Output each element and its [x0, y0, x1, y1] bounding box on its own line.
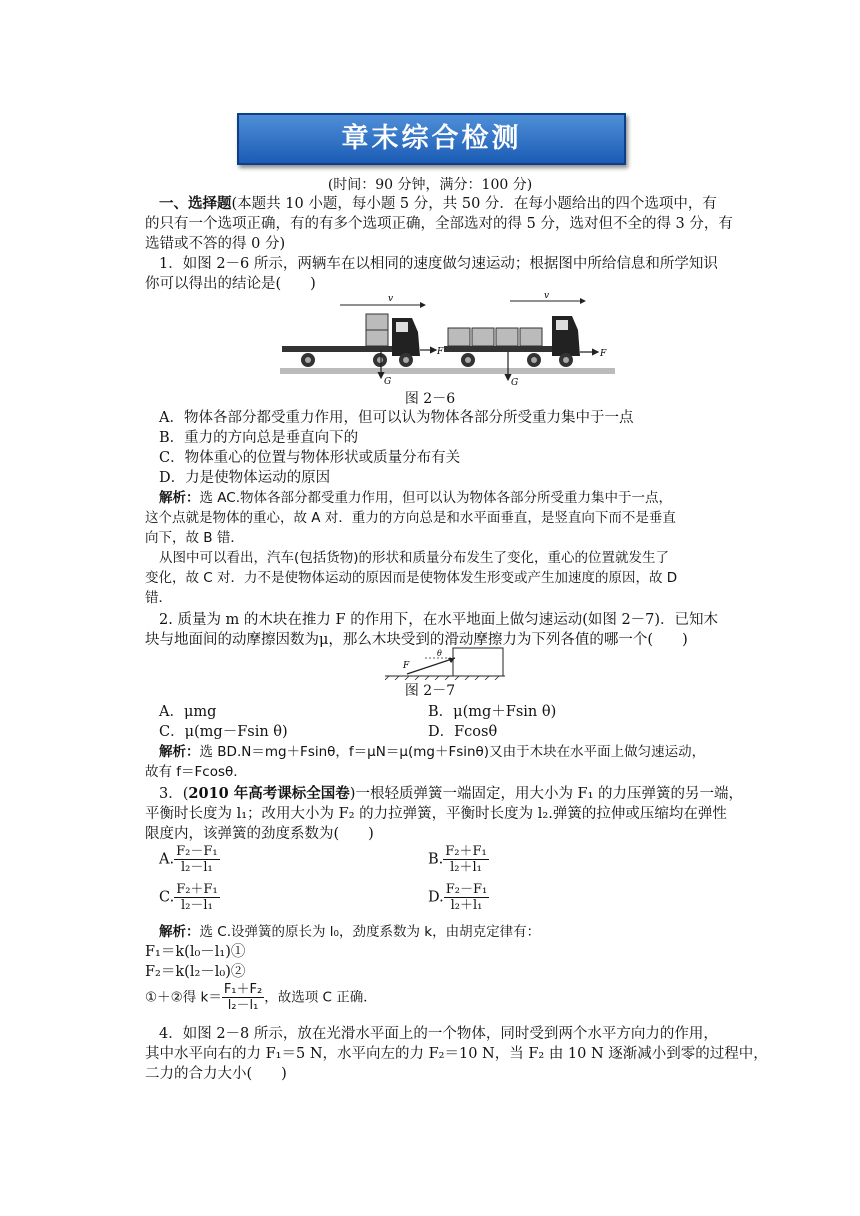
figure-2-6-caption: 图 2－6	[404, 391, 456, 407]
q4-stem-line-1: 4．如图 2－8 所示，放在光滑水平面上的一个物体，同时受到两个水平方向力的作用，	[159, 1026, 718, 1042]
q3-stem-line-1: 3．(2010 年高考课标全国卷)一根轻质弹簧一端固定，用大小为 F₁ 的力压弹簧的另一端，	[159, 785, 744, 802]
q3-stem-line-3: 限度内，该弹簧的劲度系数为( )	[145, 826, 374, 842]
q2-option-b: B．μ(mg＋Fsin θ)	[428, 704, 557, 720]
q1-solution-line-1: 解析：选 AC.物体各部分都受重力作用，但可以认为物体各部分所受重力集中于一点，	[159, 490, 673, 506]
section-intro-line-1: 一、选择题(本题共 10 小题，每小题 5 分，共 50 分．在每小题给出的四个选项中，有	[159, 195, 717, 212]
q1-option-c: C．物体重心的位置与物体形状或质量分布有关	[159, 450, 461, 466]
q3-option-a: A. $\frac{\text{F₂－F₁}}{\text{l₂－l₁}}$	[159, 844, 218, 875]
q1-stem-line-2: 你可以得出的结论是( )	[145, 276, 316, 292]
q1-solution-line-2: 这个点就是物体的重心，故 A 对．重力的方向总是和水平面垂直，是竖直向下而不是垂直	[145, 510, 676, 526]
q3-solution-sum: ①＋②得 k＝ $\frac{\text{F₁＋F₂}}{\text{l₂－l₁}}$ ，故选项 C 正确．	[145, 982, 377, 1013]
q2-option-d: D．Fcosθ	[428, 724, 498, 740]
q1-option-d: D．力是使物体运动的原因	[159, 470, 331, 486]
q4-stem-line-2: 其中水平向右的力 F₁＝5 N，水平向左的力 F₂＝10 N，当 F₂ 由 10 N 逐渐减小到零的过程中，	[145, 1046, 768, 1062]
q1-solution-line-6: 错．	[145, 590, 172, 606]
q3-solution-line-1: 解析：选 C.设弹簧的原长为 l₀，劲度系数为 k，由胡克定律有：	[159, 924, 541, 940]
block-figure	[385, 646, 505, 680]
q1-solution-line-3: 向下，故 B 错．	[145, 530, 244, 546]
fig1-G-label-2: G	[511, 378, 519, 388]
q1-stem-line-1: 1．如图 2－6 所示，两辆车在以相同的速度做匀速运动；根据图中所给信息和所学知识	[159, 256, 718, 272]
q2-option-a: A．μmg	[159, 704, 217, 720]
fig1-v-label-2: v	[544, 292, 550, 301]
q3-equation-2: F₂＝k(l₂－l₀)②	[145, 964, 246, 980]
q3-source: 2010 年高考课标全国卷	[188, 785, 350, 802]
q1-option-a: A．物体各部分都受重力作用，但可以认为物体各部分所受重力集中于一点	[159, 410, 634, 426]
q1-solution-line-4: 从图中可以看出，汽车(包括货物)的形状和质量分布发生了变化，重心的位置就发生了	[159, 550, 670, 566]
fig1-F-label-2: F	[600, 349, 607, 359]
section-heading: 一、选择题	[159, 195, 232, 212]
time-info: (时间：90 分钟，满分：100 分)	[327, 177, 533, 193]
q3-option-b: B. $\frac{\text{F₂＋F₁}}{\text{l₂＋l₁}}$	[428, 844, 487, 875]
fig1-G-label-1: G	[384, 377, 392, 387]
section-intro-line-2: 的只有一个选项正确，有的有多个选项正确，全部选对的得 5 分，选对但不全的得 3 分，有	[145, 216, 733, 232]
figure-2-7-caption: 图 2－7	[404, 683, 456, 699]
q4-stem-line-3: 二力的合力大小( )	[145, 1066, 287, 1082]
q2-option-c: C．μ(mg－Fsin θ)	[159, 724, 288, 740]
chapter-title: 章末综合检测	[341, 123, 522, 154]
fig2-F-label: F	[403, 661, 410, 671]
q1-option-b: B．重力的方向总是垂直向下的	[159, 430, 359, 446]
q1-solution-line-5: 变化，故 C 对．力不是使物体运动的原因而是使物体发生形变或产生加速度的原因，故 D	[145, 570, 678, 586]
section-intro-line-3: 选错或不答的得 0 分)	[145, 236, 286, 252]
q2-stem-line-2: 块与地面间的动摩擦因数为μ，那么木块受到的滑动摩擦力为下列各值的哪一个( )	[145, 632, 688, 648]
q3-equation-1: F₁＝k(l₀－l₁)①	[145, 944, 246, 960]
q3-stem-line-2: 平衡时长度为 l₁；改用大小为 F₂ 的力拉弹簧，平衡时长度为 l₂.弹簧的拉伸或压缩均在弹性	[145, 806, 727, 822]
q2-solution-line-2: 故有 f＝Fcosθ.	[145, 764, 238, 780]
truck-1	[282, 305, 436, 378]
truck-figure	[280, 292, 615, 388]
fig2-theta-label: θ	[437, 649, 442, 658]
q3-option-c: C. $\frac{\text{F₂＋F₁}}{\text{l₂－l₁}}$	[159, 882, 218, 913]
q2-stem-line-1: 2. 质量为 m 的木块在推力 F 的作用下，在水平地面上做匀速运动(如图 2－7)．已知木	[159, 612, 719, 628]
fig1-F-label-1: F	[437, 347, 444, 357]
chapter-title-banner	[237, 113, 626, 165]
q2-solution-line-1: 解析：选 BD.N＝mg＋Fsinθ，f＝μN＝μ(mg＋Fsinθ)又由于木块在水平面上做匀速运动，	[159, 744, 706, 760]
fig1-v-label-1: v	[388, 294, 394, 304]
q3-option-d: D. $\frac{\text{F₂－F₁}}{\text{l₂＋l₁}}$	[428, 882, 488, 913]
